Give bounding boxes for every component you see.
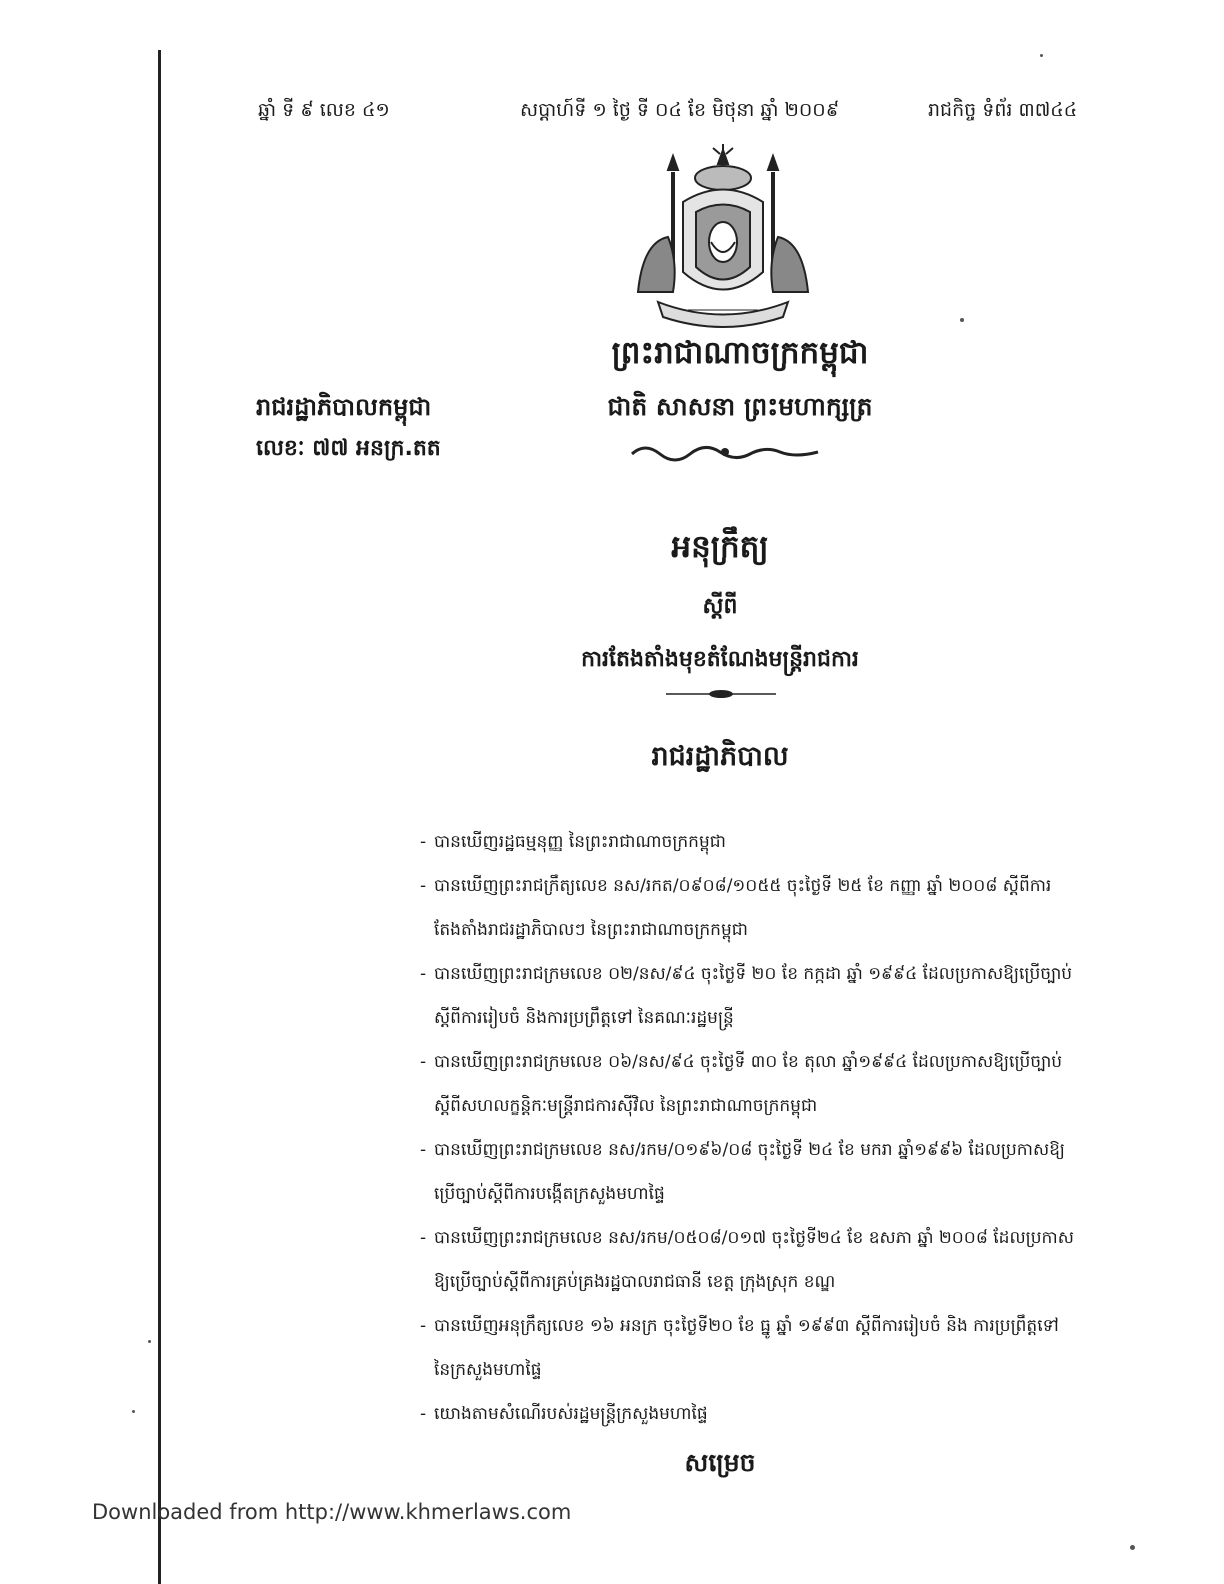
dash-bullet: - xyxy=(420,832,427,852)
list-item: - បានឃើញព្រះរាជក្រមលេខ នស/រកម/០៥០៨/០១៧ ចុះថ្ងៃទី២៤ ខែ ឧសភា ឆ្នាំ ២០០៨ ដែលប្រកាស ឱ្យប្រើច្បាប់ស្តីពីការគ្រប់គ្រងរដ្ឋបាលរាជធានី ខេត្ត ក្រុងស្រុក ខណ្ឌ xyxy=(420,1216,1160,1304)
source-footer: Downloaded from http://www.khmerlaws.com xyxy=(92,1500,572,1524)
scan-speck xyxy=(132,1410,135,1413)
list-item: - យោងតាមសំណើរបស់រដ្ឋមន្ត្រីក្រសួងមហាផ្ទៃ xyxy=(420,1392,1160,1436)
dash-bullet: - xyxy=(420,1316,427,1336)
scan-speck xyxy=(1040,54,1043,57)
subject-word: ស្តីពី xyxy=(702,594,738,619)
dash-bullet: - xyxy=(420,1140,427,1160)
title-ornament-icon xyxy=(666,688,776,700)
motto-ornament-icon xyxy=(630,440,820,464)
dash-bullet: - xyxy=(420,876,427,896)
margin-line xyxy=(158,50,161,1584)
dash-bullet: - xyxy=(420,964,427,984)
list-item: - បានឃើញព្រះរាជក្រមលេខ ០២/នស/៩៤ ចុះថ្ងៃទី ២០ ខែ កក្កដា ឆ្នាំ ១៩៩៤ ដែលប្រកាសឱ្យប្រើច្បាប់ ស្តីពីការរៀបចំ និងការប្រព្រឹត្តទៅ នៃគណៈរដ្ឋមន្ត្រី xyxy=(420,952,1160,1040)
list-item: - បានឃើញរដ្ឋធម្មនុញ្ញ នៃព្រះរាជាណាចក្រកម្ពុជា xyxy=(420,820,1160,864)
considerations-list xyxy=(420,820,1160,1436)
scan-speck xyxy=(960,318,964,322)
dash-bullet: - xyxy=(420,1404,427,1424)
royal-coat-of-arms-icon xyxy=(628,142,818,332)
issuer: រាជរដ្ឋាភិបាលកម្ពុជា xyxy=(256,393,432,421)
list-item: - បានឃើញព្រះរាជក្រមលេខ នស/រកម/០១៩៦/០៨ ចុះថ្ងៃទី ២៤ ខែ មករា ឆ្នាំ១៩៩៦ ដែលប្រកាសឱ្យ ប្រើច្បាប់ស្តីពីការបង្កើតក្រសួងមហាផ្ទៃ xyxy=(420,1128,1160,1216)
national-motto: ជាតិ សាសនា ព្រះមហាក្សត្រ xyxy=(607,392,873,421)
scan-speck xyxy=(148,1340,151,1343)
list-item: - បានឃើញព្រះរាជក្រមលេខ ០៦/នស/៩៤ ចុះថ្ងៃទី ៣០ ខែ តុលា ឆ្នាំ១៩៩៤ ដែលប្រកាសឱ្យប្រើច្បាប់ ស្តីពីសហលក្ខន្តិកៈមន្ត្រីរាជការស៊ីវិល នៃព្រះរាជាណាចក្រកម្ពុជា xyxy=(420,1040,1160,1128)
list-item: - បានឃើញព្រះរាជក្រឹត្យលេខ នស/រកត/០៩០៨/១០៥៥ ចុះថ្ងៃទី ២៥ ខែ កញ្ញា ឆ្នាំ ២០០៨ ស្តីពីការ តែងតាំងរាជរដ្ឋាភិបាលៗ នៃព្រះរាជាណាចក្រកម្ពុជា xyxy=(420,864,1160,952)
decision-heading: សម្រេច xyxy=(684,1448,756,1477)
kingdom-name: ព្រះរាជាណាចក្រកម្ពុជា xyxy=(611,335,869,371)
decree-number: លេខៈ ៧៧ អនក្រ.តត xyxy=(256,436,441,461)
decree-subject: ការតែងតាំងមុខតំណែងមន្ត្រីរាជការ xyxy=(581,647,859,672)
gazette-page: រាជកិច្ច ទំព័រ ៣៧៤៤ xyxy=(928,99,1078,121)
list-item: - បានឃើញអនុក្រឹត្យលេខ ១៦ អនក្រ ចុះថ្ងៃទី២០ ខែ ធ្នូ ឆ្នាំ ១៩៩៣ ស្តីពីការរៀបចំ និង ការប្រព្រឹត្តទៅ នៃក្រសួងមហាផ្ទៃ xyxy=(420,1304,1160,1392)
document-title: អនុក្រឹត្យ xyxy=(671,529,769,565)
scan-speck xyxy=(1130,1545,1135,1550)
dash-bullet: - xyxy=(420,1228,427,1248)
gazette-date: សប្តាហ៍ទី ១ ថ្ងៃ ទី ០៤ ខែ មិថុនា ឆ្នាំ ២០០៩ xyxy=(520,99,840,121)
government-heading: រាជរដ្ឋាភិបាល xyxy=(651,741,789,772)
gazette-issue: ឆ្នាំ ទី ៩ លេខ ៤១ xyxy=(258,99,390,121)
dash-bullet: - xyxy=(420,1052,427,1072)
